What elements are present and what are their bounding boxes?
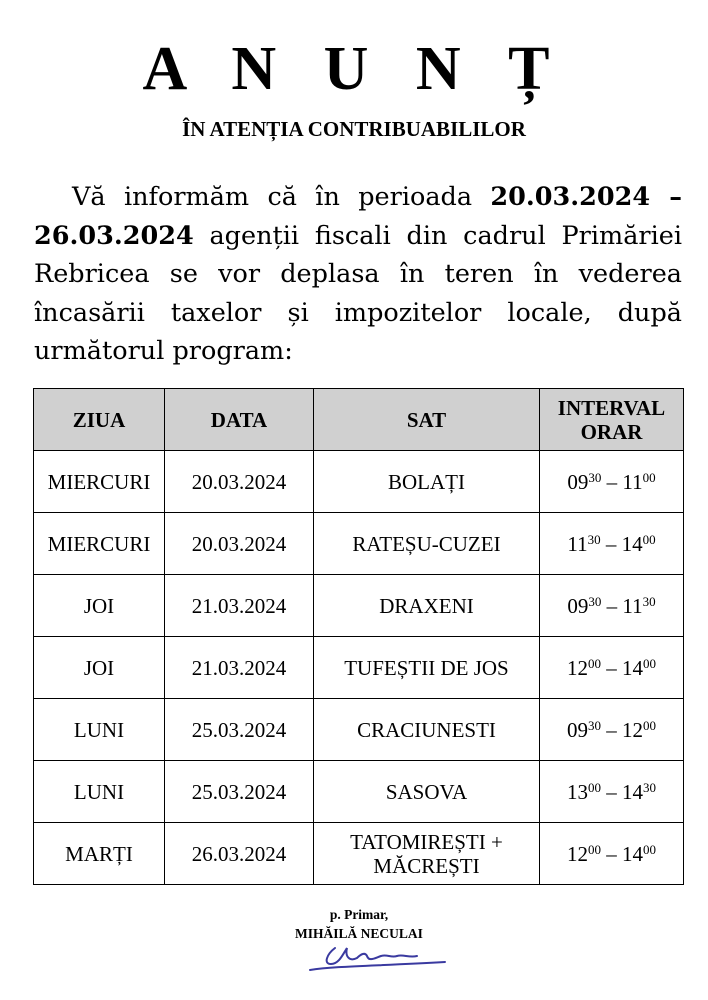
cell-interval: [540, 823, 684, 885]
interval-separator: –: [601, 717, 622, 742]
table-row: [34, 575, 684, 637]
interval-end-hour: 14: [622, 655, 643, 680]
cell-day: MIERCURI: [34, 451, 165, 513]
table-row: [34, 823, 684, 885]
cell-village: [314, 699, 540, 761]
schedule-table: [33, 388, 684, 885]
header-interval-line2: ORAR: [580, 419, 643, 444]
cell-day: JOI: [34, 575, 165, 637]
cell-interval: [540, 637, 684, 699]
interval-start-minute: 30: [588, 593, 602, 609]
cell-day: JOI: [34, 637, 165, 699]
interval-end-minute: 00: [642, 469, 656, 485]
announcement-subtitle: ÎN ATENȚIA CONTRIBUABILILOR: [182, 117, 526, 141]
cell-village: [314, 823, 540, 885]
interval-end-minute: 00: [643, 717, 656, 733]
interval-end-minute: 00: [642, 531, 656, 547]
interval-start-minute: 00: [588, 779, 601, 795]
interval-start-hour: 11: [567, 531, 588, 556]
interval-separator: –: [601, 655, 622, 680]
table-row: [34, 451, 684, 513]
table-row: [34, 699, 684, 761]
village-name: BOLAȚI: [388, 469, 465, 494]
cell-date: 21.03.2024: [165, 575, 314, 637]
table-row: [34, 761, 684, 823]
header-interval: [540, 389, 684, 451]
interval-start-hour: 09: [567, 717, 588, 742]
interval-end-hour: 14: [622, 841, 643, 866]
handwritten-signature: [305, 936, 450, 976]
cell-interval: [540, 451, 684, 513]
cell-day: MIERCURI: [34, 513, 165, 575]
signer-name: MIHĂILĂ NECULAI: [295, 926, 423, 941]
village-name: CRACIUNESTI: [357, 717, 496, 742]
interval-start-hour: 09: [567, 469, 589, 494]
village-name-line2: MĂCREȘTI: [373, 853, 480, 878]
interval-end-hour: 11: [622, 469, 643, 494]
cell-date: 25.03.2024: [165, 761, 314, 823]
cell-interval: [540, 575, 684, 637]
cell-date: 20.03.2024: [165, 451, 314, 513]
signer-role: p. Primar,: [329, 907, 389, 922]
intro-text-before: Vă informăm că în perioada: [72, 182, 491, 212]
interval-end-hour: 14: [621, 531, 643, 556]
interval-start-minute: 30: [588, 717, 601, 733]
interval-separator: –: [601, 841, 622, 866]
interval-separator: –: [601, 469, 623, 494]
cell-day: LUNI: [34, 761, 165, 823]
cell-date: 21.03.2024: [165, 637, 314, 699]
cell-village: [314, 451, 540, 513]
interval-start-hour: 09: [567, 593, 589, 618]
interval-end-hour: 12: [622, 717, 643, 742]
interval-separator: –: [601, 779, 622, 804]
header-day: ZIUA: [34, 389, 165, 451]
village-name: DRAXENI: [379, 593, 474, 618]
interval-end-minute: 30: [642, 593, 656, 609]
interval-end-minute: 30: [643, 779, 656, 795]
cell-interval: [540, 761, 684, 823]
interval-end-minute: 00: [643, 841, 656, 857]
interval-end-hour: 11: [622, 593, 643, 618]
intro-paragraph: [34, 178, 682, 371]
interval-start-hour: 12: [567, 655, 588, 680]
interval-start-hour: 12: [567, 841, 588, 866]
cell-day: MARȚI: [34, 823, 165, 885]
interval-start-minute: 00: [588, 655, 601, 671]
table-row: [34, 637, 684, 699]
cell-village: [314, 761, 540, 823]
table-row: [34, 513, 684, 575]
cell-date: 20.03.2024: [165, 513, 314, 575]
announcement-title: A N U N Ț: [142, 35, 566, 103]
interval-start-minute: 30: [587, 531, 601, 547]
cell-date: 25.03.2024: [165, 699, 314, 761]
interval-start-hour: 13: [567, 779, 588, 804]
interval-end-minute: 00: [643, 655, 656, 671]
village-name: RATEȘU-CUZEI: [352, 531, 501, 556]
header-date: DATA: [165, 389, 314, 451]
header-village: SAT: [314, 389, 540, 451]
interval-separator: –: [600, 531, 622, 556]
interval-separator: –: [601, 593, 623, 618]
village-name: TATOMIREȘTI +: [350, 829, 503, 854]
interval-start-minute: 00: [588, 841, 601, 857]
cell-village: [314, 637, 540, 699]
intro-period: 20.03.2024 – 26.03.2024: [34, 182, 682, 251]
intro-text-after: agenții fiscali din cadrul Primăriei Rebricea se vor deplasa în teren în vederea încasării taxelor și impozitelor locale, după următorul program:: [34, 220, 682, 366]
cell-interval: [540, 699, 684, 761]
cell-village: [314, 513, 540, 575]
village-name: SASOVA: [385, 779, 468, 804]
cell-village: [314, 575, 540, 637]
cell-day: LUNI: [34, 699, 165, 761]
interval-start-minute: 30: [588, 469, 602, 485]
cell-date: 26.03.2024: [165, 823, 314, 885]
interval-end-hour: 14: [622, 779, 643, 804]
table-body: [34, 451, 684, 885]
header-interval-line1: INTERVAL: [557, 395, 666, 420]
village-name: TUFEȘTII DE JOS: [344, 655, 509, 680]
cell-interval: [540, 513, 684, 575]
table-header-row: [34, 389, 684, 451]
